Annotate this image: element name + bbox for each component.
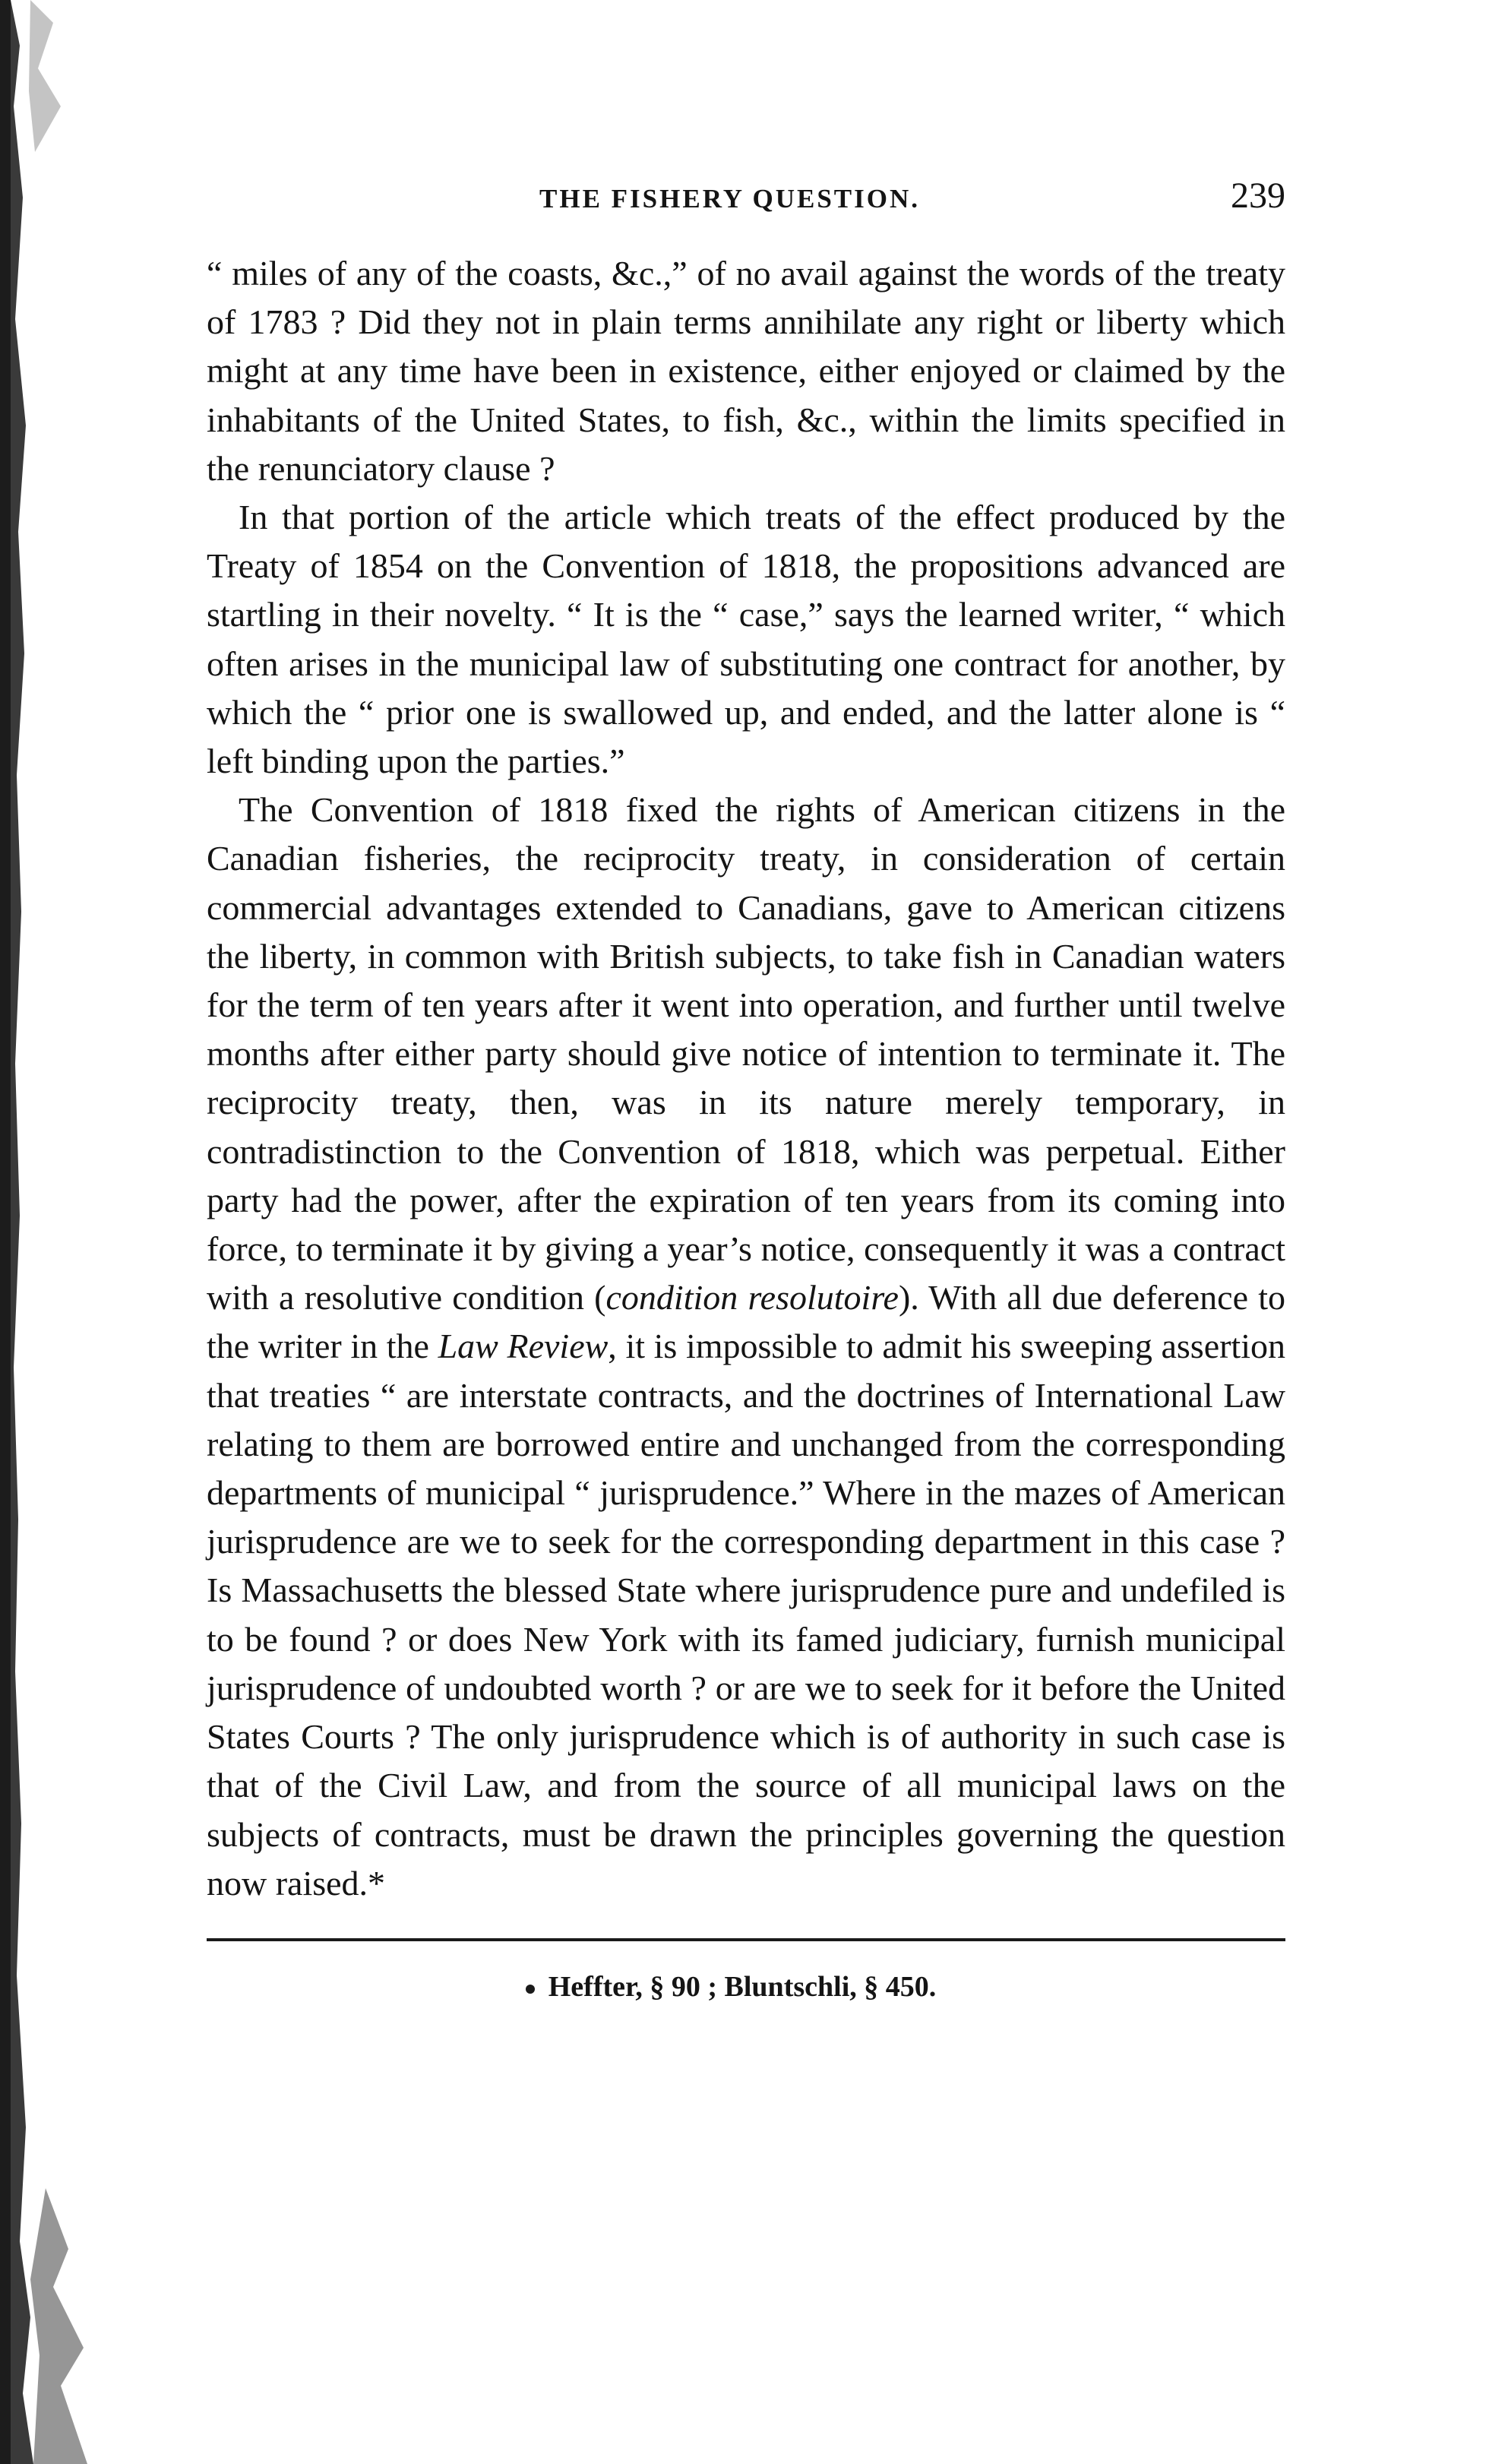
italic-phrase: Law Review bbox=[438, 1327, 609, 1366]
binding-edge bbox=[0, 0, 91, 2464]
text-run: The Convention of 1818 fixed the rights of American citizens in the Canadian fisheries, the reciprocity treaty, in consideration of certain commercial advantages extended to Canadians, gave to American citizens the liberty, in common with British subjects, to take fish in Canadian waters for the term of ten years after it went into operation, and further until twelve months after either party should give notice of intention to terminate it. The reciprocity treaty, then, was in its nature merely temporary, in contradistinction to the Convention of 1818, which was perpetual. Either party had the power, after the expiration of ten years from its coming into force, to terminate it by giving a year’s notice, consequently it was a contract with a resolutive condition ( bbox=[207, 790, 1285, 1317]
text-run: “ miles of any of the coasts, &c.,” of no avail against the words of the treaty of 1783 ? Did they not in plain terms annihilate any right or liberty which might at any time have been in existence, either enjoyed or claimed by the inhabitants of the United States, to fish, &c., within the limits specified in the renunciatory clause ? bbox=[207, 254, 1285, 488]
body-text bbox=[207, 249, 1285, 1908]
text-run: ). With all due deference to the writer in the bbox=[207, 1278, 1285, 1366]
running-title: THE FISHERY QUESTION. bbox=[539, 184, 920, 214]
footnote-rule bbox=[207, 1938, 1285, 1941]
italic-phrase: condition resolutoire bbox=[605, 1278, 899, 1317]
paragraph bbox=[207, 249, 1285, 493]
book-page bbox=[207, 175, 1285, 2004]
page-number: 239 bbox=[1231, 176, 1285, 216]
footnote-text: Heffter, § 90 ; Bluntschli, § 450. bbox=[548, 1970, 937, 2003]
text-run: In that portion of the article which treats of the effect produced by the Treaty of 1854 on the Convention of 1818, the propositions advanced are startling in their novelty. “ It is the “ case,” says the learned writer, “ which often arises in the municipal law of substituting one contract for another, by which the “ prior one is swallowed up, and ended, and the latter alone is “ left binding upon the parties.” bbox=[207, 498, 1285, 781]
text-run: , it is impossible to admit his sweeping assertion that treaties “ are interstate contracts, and the doctrines of International Law relating to them are borrowed entire and unchanged from the corresponding departments of municipal “ jurisprudence.” Where in the mazes of American jurisprudence are we to seek for the corresponding department in this case ? Is Massachusetts the blessed State where jurisprudence pure and undefiled is to be found ? or does New York with its famed judiciary, furnish municipal jurisprudence of undoubted worth ? or are we to seek for it before the United States Courts ? The only jurisprudence which is of authority in such case is that of the Civil Law, and from the source of all municipal laws on the subjects of contracts, must be drawn the principles governing the question now raised.* bbox=[207, 1327, 1285, 1903]
footnote bbox=[207, 1970, 1285, 2004]
running-head bbox=[207, 175, 1285, 236]
footnote-bullet-icon bbox=[526, 1985, 535, 1994]
paragraph bbox=[207, 493, 1285, 786]
paragraph bbox=[207, 786, 1285, 1908]
